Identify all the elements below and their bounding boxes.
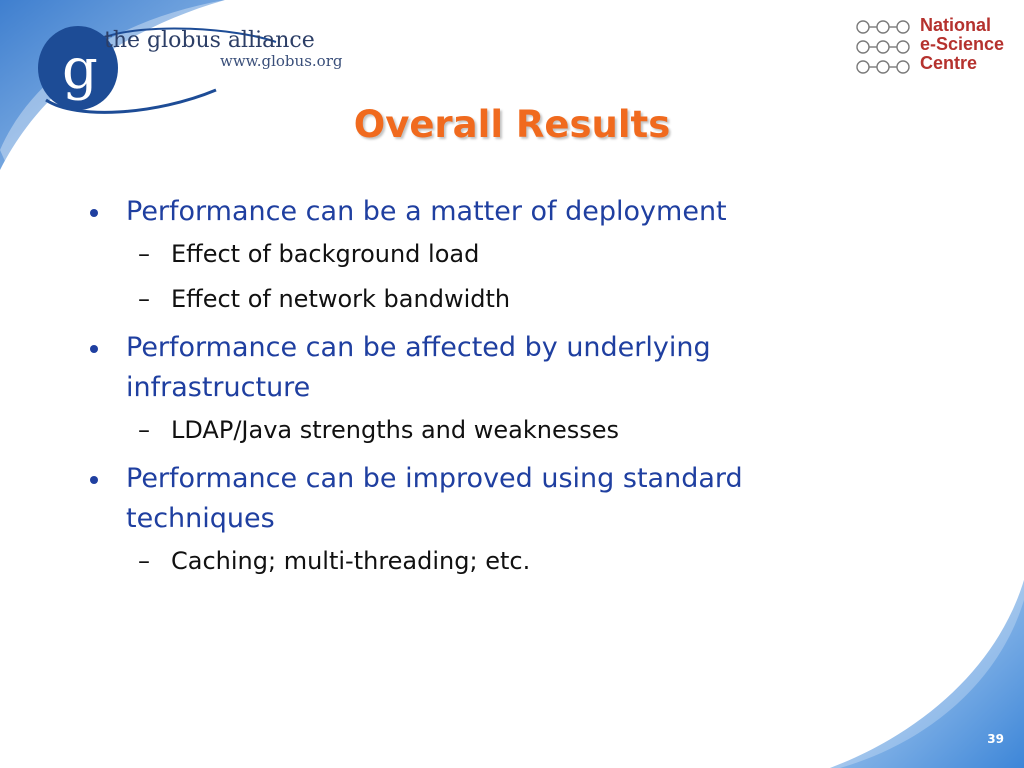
nesc-line-1: National <box>920 15 992 35</box>
bullet-dot-icon <box>90 209 98 217</box>
bullet-text: Performance can be affected by underlying infrastructure <box>126 332 711 403</box>
bullet-text: Performance can be improved using standard techniques <box>126 463 743 534</box>
sub-bullet-text: Effect of background load <box>171 240 480 268</box>
globus-name: the globus alliance <box>104 28 315 53</box>
bullet-dot-icon <box>90 476 98 484</box>
globus-url: www.globus.org <box>220 52 343 70</box>
bullet-3 <box>86 459 886 539</box>
sub-bullet-text: LDAP/Java strengths and weaknesses <box>171 416 619 444</box>
sub-bullet-1-1 <box>86 232 886 277</box>
sub-bullet-1-2 <box>86 277 886 322</box>
nesc-name <box>920 16 1004 73</box>
nesc-line-3: Centre <box>920 53 978 73</box>
page-number: 39 <box>987 732 1004 746</box>
sub-bullet-2-1 <box>86 408 886 453</box>
dash-marker: – <box>138 547 150 575</box>
dash-marker: – <box>138 285 150 313</box>
bullet-text: Performance can be a matter of deployment <box>126 196 727 227</box>
sub-bullet-text: Caching; multi-threading; etc. <box>171 547 531 575</box>
bullet-1 <box>86 192 886 232</box>
slide-content <box>86 186 886 584</box>
bullet-2 <box>86 328 886 408</box>
dash-marker: – <box>138 240 150 268</box>
nesc-line-2: e-Science <box>920 34 1005 54</box>
dash-marker: – <box>138 416 150 444</box>
sub-bullet-text: Effect of network bandwidth <box>171 285 511 313</box>
slide-title: Overall Results <box>353 103 671 146</box>
svg-text:g: g <box>62 37 98 102</box>
sub-bullet-3-1 <box>86 539 886 584</box>
bullet-dot-icon <box>90 345 98 353</box>
